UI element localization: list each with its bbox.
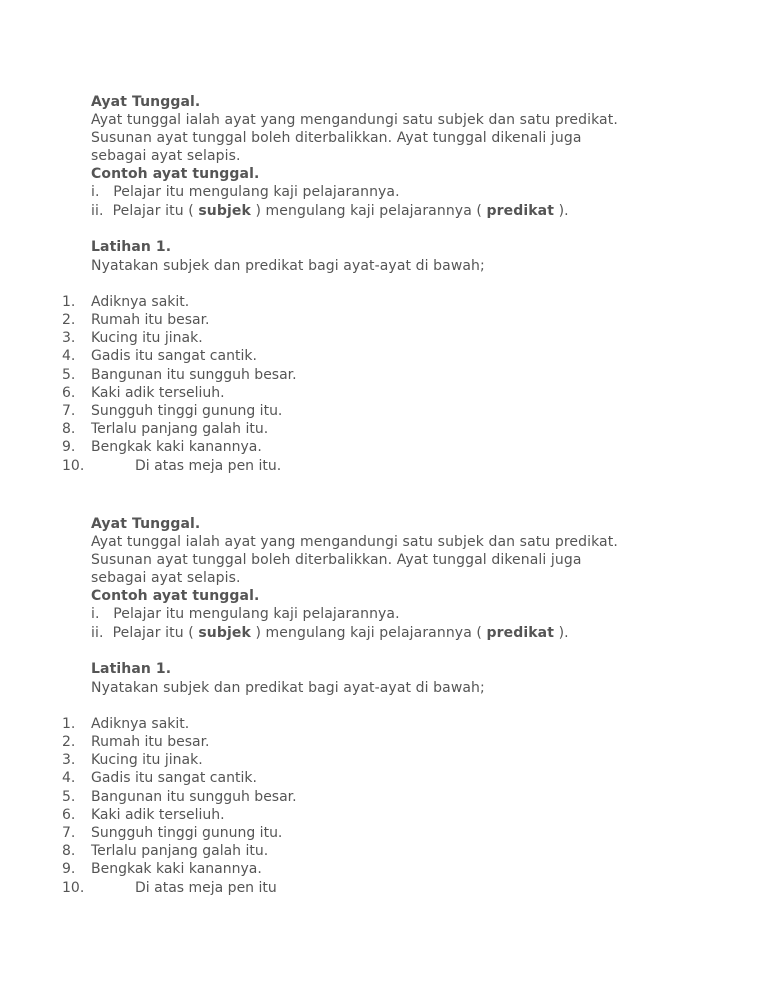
item-number: 2. bbox=[62, 312, 76, 328]
example-i: i. Pelajar itu mengulang kaji pelajarannya. bbox=[91, 184, 400, 200]
list-item bbox=[62, 402, 282, 420]
subjek-label: subjek bbox=[198, 625, 251, 641]
definition-line: Ayat tunggal ialah ayat yang mengandungi satu subjek dan satu predikat. bbox=[91, 534, 618, 550]
item-text: Bengkak kaki kanannya. bbox=[91, 861, 262, 877]
item-text: Bangunan itu sungguh besar. bbox=[91, 367, 297, 383]
list-item bbox=[62, 769, 257, 787]
exercise-heading: Latihan 1. bbox=[91, 661, 172, 677]
item-text: Terlalu panjang galah itu. bbox=[91, 843, 269, 859]
example-i: i. Pelajar itu mengulang kaji pelajarannya. bbox=[91, 606, 400, 622]
item-number: 4. bbox=[62, 770, 76, 786]
item-number: 9. bbox=[62, 861, 76, 877]
instruction: Nyatakan subjek dan predikat bagi ayat-ayat di bawah; bbox=[91, 680, 485, 696]
list-item bbox=[62, 715, 189, 733]
predikat-label: predikat bbox=[486, 625, 555, 641]
item-number: 8. bbox=[62, 843, 76, 859]
item-text: Rumah itu besar. bbox=[91, 734, 210, 750]
item-text: Di atas meja pen itu. bbox=[135, 458, 282, 474]
item-number: 5. bbox=[62, 367, 76, 383]
list-item bbox=[62, 384, 225, 402]
example-ii-prefix: ii. Pelajar itu ( bbox=[91, 625, 199, 641]
definition-line: Susunan ayat tunggal boleh diterbalikkan. Ayat tunggal dikenali juga bbox=[91, 130, 582, 146]
list-item bbox=[62, 806, 225, 824]
item-number: 6. bbox=[62, 385, 76, 401]
item-text: Adiknya sakit. bbox=[91, 294, 190, 310]
list-item bbox=[62, 347, 257, 365]
list-item bbox=[62, 788, 297, 806]
item-text: Kaki adik terseliuh. bbox=[91, 807, 225, 823]
example-ii bbox=[91, 202, 569, 220]
exercise-heading: Latihan 1. bbox=[91, 239, 172, 255]
heading: Ayat Tunggal. bbox=[91, 516, 201, 532]
item-text: Adiknya sakit. bbox=[91, 716, 190, 732]
item-text: Kaki adik terseliuh. bbox=[91, 385, 225, 401]
example-ii-prefix: ii. Pelajar itu ( bbox=[91, 203, 199, 219]
example-heading: Contoh ayat tunggal. bbox=[91, 588, 260, 604]
item-text: Di atas meja pen itu bbox=[135, 880, 277, 896]
item-number: 6. bbox=[62, 807, 76, 823]
list-item bbox=[62, 366, 297, 384]
list-item bbox=[62, 842, 268, 860]
example-ii-suffix: ). bbox=[554, 625, 569, 641]
item-number: 9. bbox=[62, 439, 76, 455]
definition-line: Ayat tunggal ialah ayat yang mengandungi satu subjek dan satu predikat. bbox=[91, 112, 618, 128]
list-item bbox=[62, 879, 277, 897]
list-item bbox=[62, 438, 262, 456]
instruction: Nyatakan subjek dan predikat bagi ayat-ayat di bawah; bbox=[91, 258, 485, 274]
item-number: 8. bbox=[62, 421, 76, 437]
example-ii-suffix: ). bbox=[554, 203, 569, 219]
item-text: Bengkak kaki kanannya. bbox=[91, 439, 262, 455]
item-text: Sungguh tinggi gunung itu. bbox=[91, 825, 283, 841]
item-number: 1. bbox=[62, 294, 76, 310]
list-item bbox=[62, 860, 262, 878]
heading: Ayat Tunggal. bbox=[91, 94, 201, 110]
list-item bbox=[62, 293, 189, 311]
example-heading: Contoh ayat tunggal. bbox=[91, 166, 260, 182]
item-number: 1. bbox=[62, 716, 76, 732]
list-item bbox=[62, 329, 203, 347]
definition-line: sebagai ayat selapis. bbox=[91, 148, 241, 164]
list-item bbox=[62, 751, 203, 769]
item-text: Kucing itu jinak. bbox=[91, 752, 203, 768]
item-text: Gadis itu sangat cantik. bbox=[91, 348, 257, 364]
item-text: Bangunan itu sungguh besar. bbox=[91, 789, 297, 805]
definition-line: sebagai ayat selapis. bbox=[91, 570, 241, 586]
item-number: 7. bbox=[62, 403, 76, 419]
item-number: 10. bbox=[62, 458, 85, 474]
item-number: 4. bbox=[62, 348, 76, 364]
item-number: 10. bbox=[62, 880, 85, 896]
example-ii-middle: ) mengulang kaji pelajarannya ( bbox=[250, 203, 487, 219]
item-text: Terlalu panjang galah itu. bbox=[91, 421, 269, 437]
item-text: Sungguh tinggi gunung itu. bbox=[91, 403, 283, 419]
item-text: Gadis itu sangat cantik. bbox=[91, 770, 257, 786]
example-ii-middle: ) mengulang kaji pelajarannya ( bbox=[250, 625, 487, 641]
item-number: 7. bbox=[62, 825, 76, 841]
list-item bbox=[62, 733, 210, 751]
item-text: Kucing itu jinak. bbox=[91, 330, 203, 346]
list-item bbox=[62, 311, 210, 329]
item-text: Rumah itu besar. bbox=[91, 312, 210, 328]
item-number: 5. bbox=[62, 789, 76, 805]
item-number: 3. bbox=[62, 330, 76, 346]
list-item bbox=[62, 420, 268, 438]
predikat-label: predikat bbox=[486, 203, 555, 219]
item-number: 3. bbox=[62, 752, 76, 768]
list-item bbox=[62, 824, 282, 842]
definition-line: Susunan ayat tunggal boleh diterbalikkan. Ayat tunggal dikenali juga bbox=[91, 552, 582, 568]
list-item bbox=[62, 457, 281, 475]
subjek-label: subjek bbox=[198, 203, 251, 219]
item-number: 2. bbox=[62, 734, 76, 750]
example-ii bbox=[91, 624, 569, 642]
